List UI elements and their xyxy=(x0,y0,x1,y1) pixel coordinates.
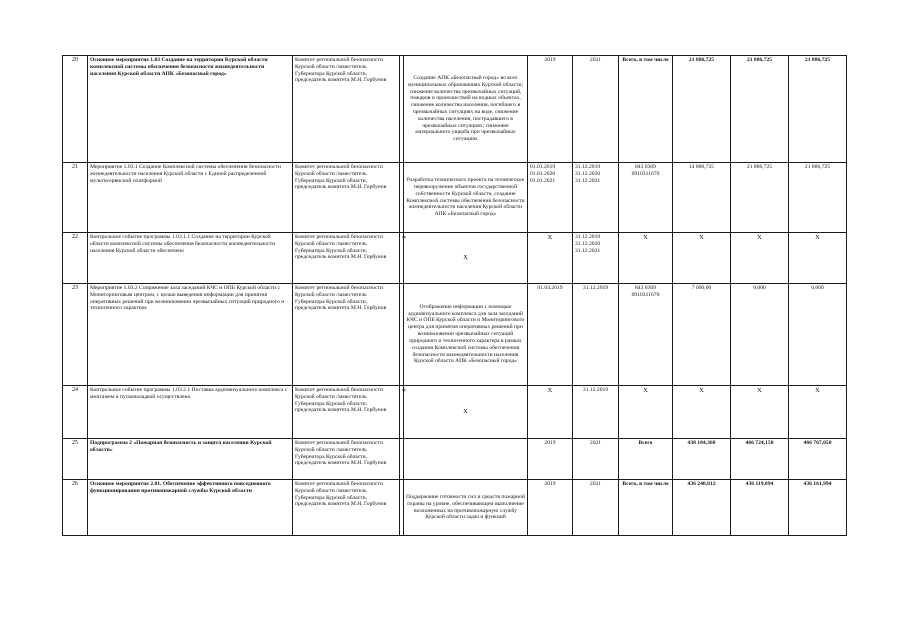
amount-2020: 436 119,094 xyxy=(731,480,789,536)
end-date-line: 31.12.2020 xyxy=(575,170,601,177)
end-date xyxy=(573,163,619,233)
end-date: 2021 xyxy=(573,480,619,536)
row-number: 24 xyxy=(63,386,88,439)
responsible-executor: Комитет региональной безопасности Курской области /заместитель Губернатора Курской области, председатель комитета М.Н. Горбунов xyxy=(293,284,400,386)
amount-2020: X xyxy=(731,386,789,439)
start-date: X xyxy=(528,233,573,284)
amount-2019: 7 000,00 xyxy=(673,284,731,386)
expected-result: Разработка технического проекта на техническое перевооружение объектов государственной собственности Курской области, создание Комплексной системы обеспечения безопасности жизнедеятельности населения Курской области АПК «Безопасный город» xyxy=(404,163,528,233)
start-date-line: 01.01.2020 xyxy=(530,170,556,177)
row-number: 21 xyxy=(63,163,88,233)
amount-2021: 0,000 xyxy=(789,284,847,386)
amount-2021: X xyxy=(789,233,847,284)
end-date: 2021 xyxy=(573,439,619,480)
executor-mark: * xyxy=(400,386,404,439)
amount-2019: 436 240,812 xyxy=(673,480,731,536)
budget-code: Всего, в том числе xyxy=(619,56,673,163)
amount-2019: 438 184,368 xyxy=(673,439,731,480)
amount-2020: 0,000 xyxy=(731,284,789,386)
start-date: X xyxy=(528,386,573,439)
measure-name: Основное мероприятие 1.03 Создание на территории Курской области комплексной системы обеспечения безопасности жизнедеятельности населения Курской области АПК «Безопасный город» xyxy=(88,56,293,163)
start-date: 2019 xyxy=(528,439,573,480)
responsible-executor: Комитет региональной безопасности Курской области /заместитель Губернатора Курской области, председатель комитета М.Н. Горбунов xyxy=(293,163,400,233)
table-body xyxy=(63,56,847,536)
end-date xyxy=(573,233,619,284)
row-number: 22 xyxy=(63,233,88,284)
budget-code: X xyxy=(619,386,673,439)
amount-2020: 466 724,150 xyxy=(731,439,789,480)
table-row xyxy=(63,386,847,439)
budget-code: Всего xyxy=(619,439,673,480)
table-row xyxy=(63,56,847,163)
end-date: 31.12.2019 xyxy=(573,386,619,439)
amount-2019: 14 886,725 xyxy=(673,163,731,233)
expected-result: X xyxy=(404,233,528,284)
amount-2021: 436 161,994 xyxy=(789,480,847,536)
measure-name: Основное мероприятие 2.01. Обеспечение эффективного повседневного функционирования противопожарной службы Курской области xyxy=(88,480,293,536)
measure-name: Мероприятие 1.03.1 Создание Комплексной системы обеспечения безопасности жизнедеятельности населения Курской области с Единой распределенной мультисервисной платформой xyxy=(88,163,293,233)
budget-code: 843 0309 0910311670 xyxy=(619,163,673,233)
amount-2021: X xyxy=(789,386,847,439)
expected-result: X xyxy=(404,386,528,439)
end-date-line: 31.12.2019 xyxy=(575,164,601,170)
table-row xyxy=(63,284,847,386)
amount-2021: 466 767,050 xyxy=(789,439,847,480)
table-row xyxy=(63,233,847,284)
plan-table xyxy=(62,55,847,536)
table-row xyxy=(63,480,847,536)
end-date: 31.12.2019 xyxy=(573,284,619,386)
end-date-line: 31.12.2021 xyxy=(575,247,601,254)
start-date-line: 01.01.2019 xyxy=(530,164,556,170)
responsible-executor: Комитет региональной безопасности Курской области /заместитель Губернатора Курской области, председатель комитета М.Н. Горбунов xyxy=(293,386,400,439)
measure-name: Контрольное событие программы 1.03.2.1 Поставка аудиовизуального комплекса с монтажем и пусконаладкой осуществлена xyxy=(88,386,293,439)
start-date-line: 01.01.2021 xyxy=(530,177,556,184)
amount-2019: 21 886,725 xyxy=(673,56,731,163)
budget-code: 843 0309 0910311670 xyxy=(619,284,673,386)
amount-2020: 21 886,725 xyxy=(731,56,789,163)
start-date xyxy=(528,163,573,233)
table-row xyxy=(63,439,847,480)
expected-result: Отображение информации с помощью аудиовизуального комплекса для зала заседаний КЧС и ОПБ Курской области и Мониторингового центра для принятия оперативных решений при возникновении чрезвычайных ситуаций природного и техногенного характера в рамках создания Комплексной системы обеспечения безопасности жизнедеятельности населения Курской области АПК «Безопасный город» xyxy=(404,284,528,386)
table-row xyxy=(63,163,847,233)
end-date-line: 31.12.2021 xyxy=(575,177,601,184)
end-date: 2021 xyxy=(573,56,619,163)
expected-result xyxy=(404,439,528,480)
responsible-executor: Комитет региональной безопасности Курской области /заместитель Губернатора Курской области, председатель комитета М.Н. Горбунов xyxy=(293,56,400,163)
measure-name: Контрольное событие программы 1.03.1.1 Создание на территории Курской области комплексной системы обеспечения безопасности жизнедеятельности населения Курской области обеспечено xyxy=(88,233,293,284)
amount-2020: X xyxy=(731,233,789,284)
start-date: 2019 xyxy=(528,56,573,163)
expected-result: Создание АПК «Безопасный город» во всех муниципальных образованиях Курской области; снижение количества чрезвычайных ситуаций, пожаров и происшествий на водных объектах, снижение количества населения, погибшего в чрезвычайных ситуациях на воде, снижение количества населения, пострадавшего в чрезвычайных ситуациях; снижение материального ущерба при чрезвычайных ситуациях xyxy=(404,56,528,163)
end-date-line: 31.12.2019 xyxy=(575,234,601,240)
amount-2019: X xyxy=(673,386,731,439)
measure-name: Подпрограмма 2 «Пожарная безопасность и защита населения Курской области» xyxy=(88,439,293,480)
responsible-executor: Комитет региональной безопасности Курской области /заместитель Губернатора Курской области, председатель комитета М.Н. Горбунов xyxy=(293,480,400,536)
responsible-executor: Комитет региональной безопасности Курской области /заместитель Губернатора Курской области, председатель комитета М.Н. Горбунов xyxy=(293,439,400,480)
budget-code: X xyxy=(619,233,673,284)
row-number: 26 xyxy=(63,480,88,536)
executor-mark: * xyxy=(400,233,404,284)
row-number: 20 xyxy=(63,56,88,163)
start-date: 2019 xyxy=(528,480,573,536)
amount-2021: 21 886,725 xyxy=(789,56,847,163)
row-number: 25 xyxy=(63,439,88,480)
end-date-line: 31.12.2020 xyxy=(575,240,601,247)
measure-name: Мероприятие 1.03.2 Сопряжение зала заседаний КЧС и ОПБ Курской области с Мониторинговым центром, с целью выведения информации для принятия оперативных решений при возникновении чрезвычайных ситуаций природного и техногенного характера xyxy=(88,284,293,386)
amount-2021: 21 886,725 xyxy=(789,163,847,233)
expected-result: Поддержание готовности сил и средств пожарной охраны на уровне, обеспечивающем выполнение возложенных на противопожарную службу Курской области задач и функций xyxy=(404,480,528,536)
responsible-executor: Комитет региональной безопасности Курской области /заместитель Губернатора Курской области, председатель комитета М.Н. Горбунов xyxy=(293,233,400,284)
amount-2019: X xyxy=(673,233,731,284)
amount-2020: 21 886,725 xyxy=(731,163,789,233)
budget-code: Всего, в том числе xyxy=(619,480,673,536)
row-number: 23 xyxy=(63,284,88,386)
start-date: 01.04.2019 xyxy=(528,284,573,386)
